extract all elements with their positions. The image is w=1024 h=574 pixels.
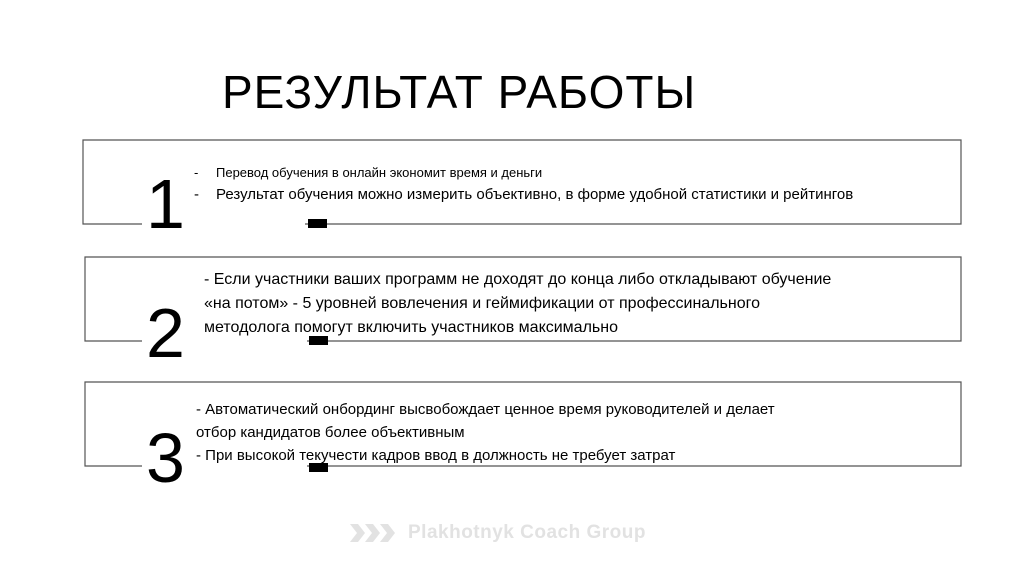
- text-line: методолога помогут включить участников максимально: [204, 319, 618, 336]
- block-text: [204, 268, 831, 340]
- block-number: 1: [146, 165, 185, 243]
- block-number: 3: [146, 419, 185, 497]
- list-item: - Результат обучения можно измерить объективно, в форме удобной статистики и рейтингов: [194, 186, 854, 203]
- result-block-2: [84, 256, 962, 372]
- text-line: - Автоматический онбординг высвобождает ценное время руководителей и делает: [196, 401, 775, 418]
- result-block-1: [82, 139, 962, 243]
- block-number: 2: [146, 294, 185, 372]
- text-line: - Если участники ваших программ не доходят до конца либо откладывают обучение: [204, 271, 832, 288]
- footer-text: Plakhotnyk Coach Group: [408, 522, 646, 543]
- text-line: «на потом» - 5 уровней вовлечения и геймификации от профессинального: [204, 295, 760, 312]
- page-title: РЕЗУЛЬТАТ РАБОТЫ: [222, 66, 697, 118]
- block-text: [192, 163, 853, 207]
- triple-chevron-icon: [348, 521, 398, 545]
- block-dash-marker: [308, 219, 327, 228]
- result-block-3: [84, 381, 962, 497]
- list-item: - Перевод обучения в онлайн экономит время и деньги: [194, 165, 543, 180]
- text-line: отбор кандидатов более объективным: [196, 424, 465, 441]
- text-line: - При высокой текучести кадров ввод в должность не требует затрат: [196, 447, 676, 464]
- block-text: [196, 398, 775, 467]
- footer-watermark: [348, 520, 646, 546]
